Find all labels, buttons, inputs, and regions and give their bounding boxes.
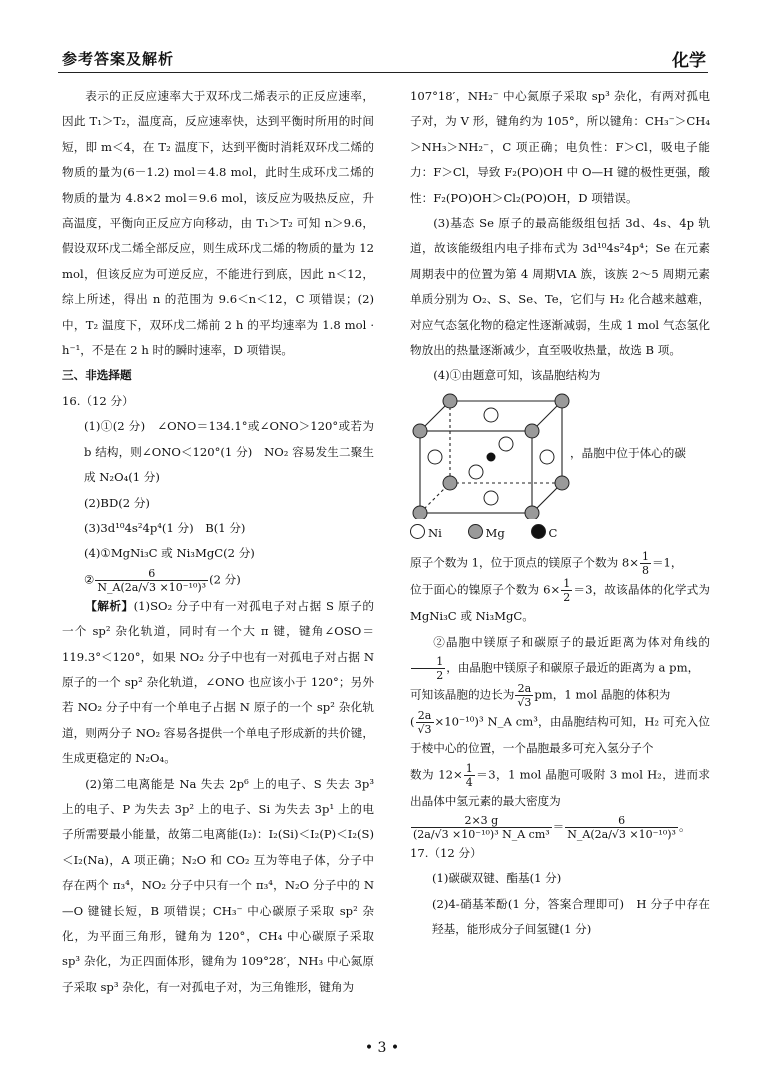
fraction xyxy=(640,550,651,577)
paragraph-r5 xyxy=(410,630,710,682)
r5-end: ，由晶胞中镁原子和碳原子最近的距离为 a pm， xyxy=(446,660,700,675)
answer-16-4-2 xyxy=(62,567,374,594)
c-legend-label: C xyxy=(548,525,558,540)
fraction-numerator: 6 xyxy=(95,567,208,581)
fraction-denominator: 2 xyxy=(563,591,571,605)
r8-text: 数为 12× xyxy=(410,767,463,781)
r6-text: 可知该晶胞的边长为 xyxy=(410,687,515,702)
answer-16-4-2-score: (2 分) xyxy=(209,572,241,587)
page-number: • 3 • xyxy=(364,1040,400,1056)
r4a-end: ＝1， xyxy=(651,555,683,570)
atom-legend xyxy=(410,521,710,546)
paragraph-r3: (4)①由题意可知，该晶胞结构为 xyxy=(433,368,601,383)
density-equation xyxy=(410,814,710,841)
fraction-denominator: N_A(2a/√3 ×10⁻¹⁰)³ xyxy=(97,580,207,594)
fraction xyxy=(416,709,434,736)
paragraph-r8 xyxy=(410,762,710,814)
mg-atom xyxy=(413,506,427,519)
fraction-numerator: 6 xyxy=(565,814,678,828)
answer-16-1: (1)①(2 分) ∠ONO＝134.1°或∠ONO＞120°或若为 b 结构，则∠ONO＜120°(1 分) NO₂ 容易发生二聚生成 N₂O₄(1 分) xyxy=(84,419,374,485)
fraction-denominator: 4 xyxy=(465,775,473,789)
analysis-label: 【解析】 xyxy=(85,598,134,613)
r8-end: ＝3，1 mol 晶胞可吸附 3 mol H₂，进而求出晶体中氢元素的最大密度为 xyxy=(410,767,711,808)
cell-caption: ，晶胞中位于体心的碳 xyxy=(570,445,686,460)
header-title: 参考答案及解析 xyxy=(62,50,175,68)
ni-atom xyxy=(428,450,442,464)
answer-16-3: (3)3d¹⁰4s²4p⁴(1 分) B(1 分) xyxy=(84,520,246,535)
mg-legend-label: Mg xyxy=(485,525,505,540)
header-rule xyxy=(58,72,708,73)
fraction-numerator: 2×3 g xyxy=(411,814,552,828)
analysis-2: (2)第二电离能是 Na 失去 2p⁶ 上的电子、S 失去 3p³ 上的电子、P 为失去 3p² 上的电子、Si 为失去 3p¹ 上的电子所需要最小能量，故第二电离能(I₂)：I₂(Si)＜I₂(P)＜I₂(S)＜I₂(Na)，A 项正确；N₂O 和 CO₂ 互为等电子体，分子中存在两个 π₃⁴，NO₂ 分子中只有一个 π₃⁴，N₂O 分子中的 N—O 键键长短，B 项错误；CH₃⁻ 中心碳原子采取 sp² 杂化，为平面三角形，键角为 120°，CH₄ 中心碳原子采取 sp³ 杂化，为正四面体形，键角为 109°28′，NH₃ 中心氮原子采取 sp³ 杂化，有一对孤电子对，为三角锥形，键角为 xyxy=(62,776,374,994)
right-column xyxy=(410,84,710,943)
fraction-numerator: 1 xyxy=(563,577,571,591)
ni-atom xyxy=(484,408,498,422)
analysis-1-text: (1)SO₂ 分子中有一对孤电子对占据 S 原子的一个 sp² 杂化轨道，同时有一个大 π 键，键角∠OSO＝119.3°＜120°，如果 NO₂ 分子中也有一对孤电子对占据 N 原子的一个 sp² 杂化轨道，∠ONO 也应该小于 120°；另外若 NO₂ 分子中有一个单电子占据 N 原子的一个 sp² 杂化轨道，则两分子 NO₂ 容易各提供一个单电子形成新的共价键，生成更稳定的 N₂O₄。 xyxy=(62,598,374,766)
question-16-heading: 16.（12 分） xyxy=(62,393,134,408)
fraction xyxy=(565,814,678,841)
density-fraction xyxy=(95,567,208,594)
r4b-text: 位于面心的镍原子个数为 6× xyxy=(410,582,561,597)
c-atom xyxy=(487,452,496,461)
mg-legend-icon xyxy=(468,524,483,539)
paragraph-r7 xyxy=(410,709,710,761)
ni-legend-label: Ni xyxy=(428,525,442,540)
mg-atom xyxy=(555,394,569,408)
fraction-denominator: 2 xyxy=(436,669,444,683)
fraction-denominator: √3 xyxy=(517,696,532,710)
r5-text: ②晶胞中镁原子和碳原子的最近距离为体对角线的 xyxy=(433,634,710,649)
paragraph-r4a xyxy=(410,550,710,577)
left-column xyxy=(62,84,374,1000)
mg-atom xyxy=(525,506,539,519)
paragraph-continuation: 表示的正反应速率大于双环戊二烯表示的正反应速率，因此 T₁＞T₂，温度高，反应速率快，达到平衡时所用的时间短，即 m＜4，在 T₂ 温度下，达到平衡时消耗双环戊二烯的物质的量为(6－1.2) mol＝4.8 mol，此时生成环戊二烯的物质的量为 4.8×2 mol＝9.6 mol，该反应为吸热反应，升高温度，平衡向正反应方向移动，由 T₁＞T₂ 可知 n＞9.6，假设双环戊二烯全部反应，则生成环戊二烯的物质的量为 12 mol，但该反应为可逆反应，不能进行到底，因此 n＜12，综上所述，得出 n 的范围为 9.6＜n＜12，C 项错误；(2)中，T₂ 温度下，双环戊二烯前 2 h 的平均速率为 1.8 mol · h⁻¹，不是在 2 h 时的瞬时速率，D 项错误。 xyxy=(62,89,374,358)
paragraph-r2: (3)基态 Se 原子的最高能级组包括 3d、4s、4p 轨道，故该能级组内电子排布式为 3d¹⁰4s²4p⁴；Se 在元素周期表中的位置为第 4 周期ⅥA 族，该族 2～5 周期元素单质分别为 O₂、S、Se、Te，它们与 H₂ 化合越来越难，对应气态氢化物的稳定性逐渐减弱，生成 1 mol 气态氢化物放出的热量逐渐减少，直至吸收热量，故选 B 项。 xyxy=(410,216,710,358)
r4b-end: ＝3，故该晶体的化学式为 MgNi₃C 或 Ni₃MgC。 xyxy=(410,582,710,624)
fraction xyxy=(411,814,552,841)
answer-16-4-2-prefix: ② xyxy=(84,572,95,587)
r7-end: ×10⁻¹⁰)³ N_A cm³，由晶胞结构可知，H₂ 可充入位于棱中心的位置，一个晶胞最多可充入氢分子个 xyxy=(410,714,710,756)
r4a-text: 原子个数为 1，位于顶点的镁原子个数为 8× xyxy=(410,555,639,570)
paragraph-r6 xyxy=(410,682,710,709)
answer-16-4: (4)①MgNi₃C 或 Ni₃MgC(2 分) xyxy=(84,546,255,561)
paragraph-r1: 107°18′，NH₂⁻ 中心氮原子采取 sp³ 杂化，有两对孤电子对，为 V 形，键角约为 105°，所以键角：CH₃⁻＞CH₄＞NH₃＞NH₂⁻，C 项正确；电负性：F＞Cl，吸电子能力：F＞Cl，导致 F₂(PO)OH 中 O—H 键的极性更强，酸性：F₂(PO)OH＞Cl₂(PO)OH，D 项错误。 xyxy=(410,89,710,205)
r6-end: pm，1 mol 晶胞的体积为 xyxy=(534,687,671,702)
paragraph-r4b xyxy=(410,577,710,629)
fraction-numerator: 2a xyxy=(515,682,533,696)
fraction xyxy=(561,577,572,604)
mg-atom xyxy=(443,476,457,490)
fraction xyxy=(464,762,475,789)
fraction-numerator: 1 xyxy=(465,761,473,775)
fraction xyxy=(411,655,445,682)
fraction-numerator: 1 xyxy=(641,550,649,564)
ni-legend-icon xyxy=(410,524,425,539)
ni-atom xyxy=(540,450,554,464)
fraction-denominator: 8 xyxy=(641,564,649,578)
mg-atom xyxy=(443,394,457,408)
fraction-denominator: N_A(2a/√3 ×10⁻¹⁰)³ xyxy=(567,827,676,841)
mg-atom xyxy=(555,476,569,490)
analysis-1 xyxy=(62,594,374,772)
fraction-numerator: 1 xyxy=(411,655,445,669)
period: 。 xyxy=(678,819,691,834)
answer-16-2: (2)BD(2 分) xyxy=(84,495,150,510)
mg-atom xyxy=(525,424,539,438)
crystal-cell-diagram xyxy=(410,393,570,519)
mg-atom xyxy=(413,424,427,438)
answer-17-2: (2)4-硝基苯酚(1 分，答案合理即可) H 分子中存在羟基，能形成分子间氢键(1 分) xyxy=(432,896,710,937)
r7-text: ( xyxy=(410,714,415,729)
ni-atom xyxy=(469,465,483,479)
crystal-cell-figure xyxy=(410,393,710,519)
fraction-numerator: 2a xyxy=(416,709,434,723)
ni-atom xyxy=(484,491,498,505)
answer-17-1: (1)碳碳双键、酯基(1 分) xyxy=(432,871,562,886)
section-heading: 三、非选择题 xyxy=(62,368,132,383)
fraction-denominator: √3 xyxy=(417,723,432,737)
c-legend-icon xyxy=(531,524,546,539)
question-17-heading: 17.（12 分） xyxy=(410,845,482,860)
fraction xyxy=(515,682,533,709)
equals-sign: ＝ xyxy=(552,819,565,834)
ni-atom xyxy=(499,437,513,451)
header-subject: 化学 xyxy=(672,51,706,71)
fraction-denominator: (2a/√3 ×10⁻¹⁰)³ N_A cm³ xyxy=(413,827,550,841)
